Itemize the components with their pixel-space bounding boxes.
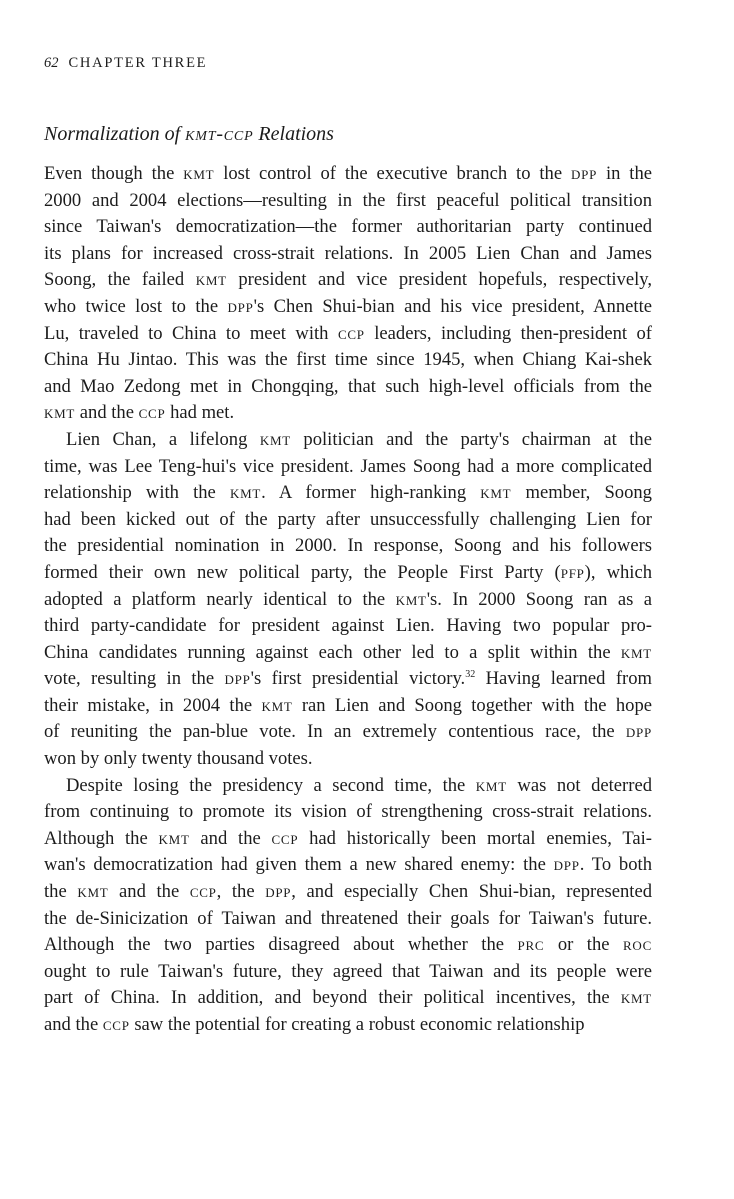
text-line <box>44 427 652 454</box>
text-run: or the <box>544 934 624 956</box>
text-line <box>44 214 652 241</box>
text-run: and Mao Zedong met in Chongqing, that such high-level officials from the <box>44 375 652 397</box>
text-run: and the <box>75 402 139 424</box>
text-run: . To both <box>579 854 652 876</box>
abbreviation: dpp <box>227 295 254 317</box>
abbreviation: ccp <box>138 402 166 424</box>
text-line <box>44 480 652 507</box>
text-run: the de-Sinicization of Taiwan and threatened their goals for Taiwan's future. <box>44 907 652 929</box>
text-run: 's. In 2000 Soong ran as a <box>426 588 652 610</box>
text-run: vote, resulting in the <box>44 668 225 690</box>
text-line <box>44 374 652 401</box>
text-run: ran Lien and Soong together with the hope <box>292 694 652 716</box>
text-line <box>44 587 652 614</box>
text-run: Lu, traveled to China to meet with <box>44 322 338 344</box>
text-line <box>44 959 652 986</box>
text-run: formed their own new political party, the People First Party ( <box>44 561 561 583</box>
abbreviation: ccp <box>189 881 217 903</box>
text-line <box>44 507 652 534</box>
text-run: time, was Lee Teng-hui's vice president. James Soong had a more complicated <box>44 455 652 477</box>
text-line <box>44 693 652 720</box>
text-run: who twice lost to the <box>44 295 228 317</box>
text-run: was not deterred <box>506 774 652 796</box>
text-line <box>44 666 652 693</box>
paragraph <box>44 161 652 427</box>
text-run: Lien Chan, a lifelong <box>66 428 260 450</box>
abbreviation: dpp <box>625 721 652 743</box>
text-line <box>44 932 652 959</box>
paragraph <box>44 773 652 1039</box>
text-run: Although the <box>44 827 159 849</box>
text-line <box>44 746 652 773</box>
text-run: China candidates running against each other led to a split within the <box>44 641 621 663</box>
page-number: 62 <box>44 55 59 71</box>
text-run: lost control of the executive branch to the <box>214 163 571 184</box>
body-text <box>44 161 652 1039</box>
text-run: adopted a platform nearly identical to the <box>44 588 396 610</box>
abbreviation: dpp <box>570 163 598 184</box>
abbreviation: pfp <box>560 561 585 583</box>
text-run: since Taiwan's democratization—the former authoritarian party continued <box>44 216 652 238</box>
abbreviation: kmt <box>620 641 652 663</box>
text-run: won by only twenty thousand votes. <box>44 748 313 770</box>
text-line <box>44 906 652 933</box>
chapter-title: CHAPTER THREE <box>68 55 208 71</box>
abbreviation: kmt <box>195 269 227 291</box>
text-run: part of China. In addition, and beyond their political incentives, the <box>44 987 621 1009</box>
paragraph <box>44 427 652 773</box>
text-run: its plans for increased cross-strait relations. In 2005 Lien Chan and James <box>44 242 652 264</box>
text-run: third party-candidate for president against Lien. Having two popular pro- <box>44 615 652 637</box>
abbreviation: kmt <box>480 482 512 504</box>
abbreviation: prc <box>517 934 545 956</box>
text-line <box>44 640 652 667</box>
abbreviation: roc <box>623 934 652 956</box>
text-line <box>44 347 652 374</box>
section-title-text-end: Relations <box>253 123 334 145</box>
abbreviation: kmt <box>229 482 262 504</box>
text-line <box>44 985 652 1012</box>
text-line <box>44 400 652 427</box>
text-run: the presidential nomination in 2000. In response, Soong and his followers <box>44 535 652 557</box>
running-head <box>44 55 207 72</box>
text-run: ), which <box>584 561 652 583</box>
footnote-ref: 32 <box>465 669 476 681</box>
text-run: the <box>44 881 78 903</box>
text-line <box>44 321 652 348</box>
text-run: 2000 and 2004 elections—resulting in the first peaceful political transition <box>44 189 652 211</box>
section-title-text: Normalization of <box>44 123 186 145</box>
text-run: . A former high-ranking <box>261 482 481 504</box>
text-run: Despite losing the presidency a second time, the <box>66 774 476 796</box>
text-run: China Hu Jintao. This was the first time since 1945, when Chiang Kai-shek <box>44 349 652 371</box>
text-run: Soong, the failed <box>44 269 196 291</box>
text-line <box>44 533 652 560</box>
text-line <box>44 267 652 294</box>
text-run: relationship with the <box>44 482 230 504</box>
abbreviation: kmt <box>183 163 215 184</box>
text-run: Even though the <box>44 163 184 184</box>
abbreviation: kmt <box>475 774 507 796</box>
text-line <box>44 1012 652 1039</box>
text-run: , the <box>216 881 266 903</box>
abbreviation: ccp <box>102 1014 130 1035</box>
abbreviation: dpp <box>553 854 580 876</box>
text-run: member, Soong <box>511 482 652 504</box>
text-run: ought to rule Taiwan's future, they agreed that Taiwan and its people were <box>44 960 652 982</box>
section-title <box>44 120 334 148</box>
abbreviation: kmt <box>259 428 291 450</box>
text-run: had been kicked out of the party after unsuccessfully challenging Lien for <box>44 508 652 530</box>
text-run: and the <box>108 881 190 903</box>
text-run: leaders, including then-president of <box>364 322 652 344</box>
abbreviation: ccp <box>337 322 365 344</box>
text-line <box>44 613 652 640</box>
text-line <box>44 773 652 800</box>
text-line <box>44 188 652 215</box>
text-run: had met. <box>165 402 235 424</box>
abbreviation: ccp <box>271 827 299 849</box>
abbreviation: kmt <box>620 987 652 1009</box>
abbreviation: kmt <box>395 588 427 610</box>
section-title-abbreviation: kmt-ccp <box>185 123 254 145</box>
abbreviation: dpp <box>265 881 292 903</box>
text-line <box>44 719 652 746</box>
text-line <box>44 852 652 879</box>
abbreviation: kmt <box>77 881 109 903</box>
text-run: and the <box>44 1014 103 1035</box>
text-run: from continuing to promote its vision of strengthening cross-strait relations. <box>44 801 652 823</box>
text-line <box>44 879 652 906</box>
text-run: president and vice president hopefuls, respectively, <box>226 269 652 291</box>
text-run: Having learned from <box>475 668 652 690</box>
text-line <box>44 241 652 268</box>
text-run: Although the two parties disagreed about whether the <box>44 934 518 956</box>
text-run: , and especially Chen Shui-bian, represented <box>291 881 652 903</box>
abbreviation: kmt <box>261 694 293 716</box>
text-run: 's first presidential victory. <box>250 668 466 690</box>
text-run: and the <box>189 827 272 849</box>
abbreviation: kmt <box>44 402 76 424</box>
text-run: in the <box>597 163 652 184</box>
text-line <box>44 799 652 826</box>
abbreviation: dpp <box>224 668 251 690</box>
text-run: politician and the party's chairman at the <box>290 428 652 450</box>
text-run: had historically been mortal enemies, Tai- <box>298 827 652 849</box>
text-line <box>44 826 652 853</box>
text-line <box>44 161 652 188</box>
abbreviation: kmt <box>158 827 190 849</box>
text-line <box>44 560 652 587</box>
text-run: of reuniting the pan-blue vote. In an extremely contentious race, the <box>44 721 626 743</box>
text-run: wan's democratization had given them a new shared enemy: the <box>44 854 554 876</box>
text-run: their mistake, in 2004 the <box>44 694 262 716</box>
text-line <box>44 294 652 321</box>
text-run: saw the potential for creating a robust economic relationship <box>129 1014 585 1035</box>
text-run: 's Chen Shui-bian and his vice president, Annette <box>253 295 652 317</box>
text-line <box>44 454 652 481</box>
